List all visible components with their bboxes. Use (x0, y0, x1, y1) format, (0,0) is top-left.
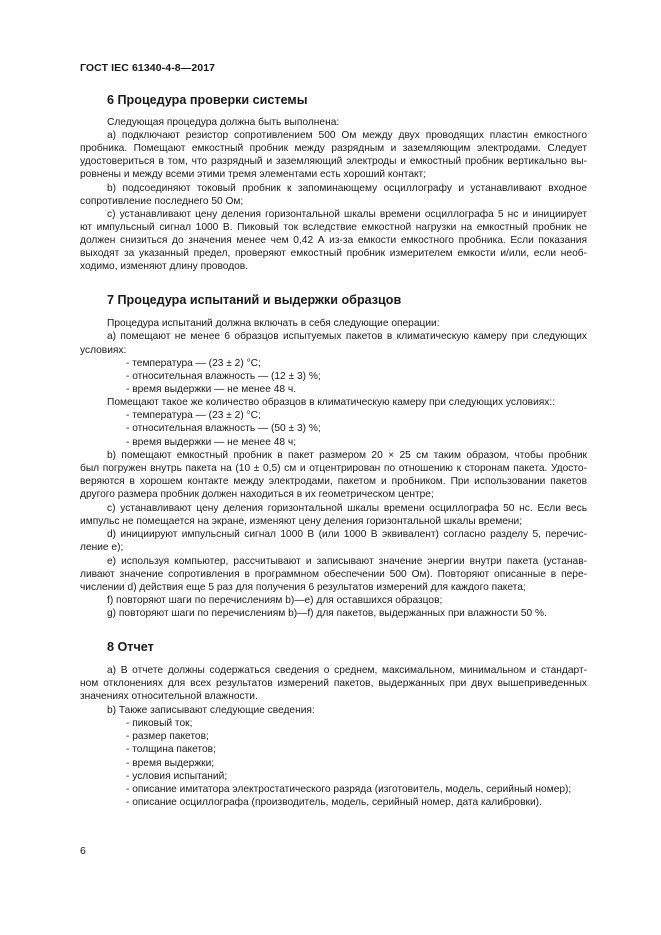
s7-line-18: e) используя компьютер, рассчитывают и записывают значение энергии внутри пакета (устанав- (107, 556, 587, 567)
s6-line-4: ровнены и между всеми этими тремя элементами есть хороший контакт; (80, 169, 427, 180)
s7-line-22: g) повторяют шаги по перечислениям b)—f) для пакетов, выдержанных при влажности 50 %. (107, 608, 547, 619)
s7-line-9: - время выдержки — не менее 48 ч; (126, 437, 297, 448)
s7-line-4: - относительная влажность — (12 ± 3) %; (126, 371, 321, 382)
s8-line-1: ном отклонениях для всех результатов измерений пакетов, выдержанных при двух вышеприведенных (80, 678, 587, 689)
s8-line-4: - пиковый ток; (126, 718, 193, 729)
s7-line-8: - относительная влажность — (50 ± 3) %; (126, 423, 321, 434)
s8-line-7: - время выдержки; (126, 758, 215, 769)
s7-line-16: d) инициируют импульсный сигнал 1000 В (или 1000 В эквивалент) согласно разделу 5, перечис- (107, 529, 587, 540)
s8-line-10: - описание осциллографа (производитель, модель, серийный номер, дата калибровки). (126, 797, 542, 808)
s7-line-12: веряются в хорошем контакте между электродами, пакетом и пробником. При использовании пакетов (80, 476, 587, 487)
s7-line-0: Процедура испытаний должна включать в себя следующие операции: (107, 318, 440, 329)
s8-line-2: значениях относительной влажности. (80, 691, 258, 702)
s7-line-11: был погружен внутрь пакета на (10 ± 0,5) см и отцентрирован по отношению к сторонам пакета. Удосто- (80, 463, 587, 474)
s6-line-7: c) устанавливают цену деления горизонтальной шкалы времени осциллографа 5 нс и инициирует (107, 209, 587, 220)
s7-line-20: числении d) действия еще 5 раз для получения 6 результатов измерений для каждого пакета; (80, 582, 526, 593)
s7-line-6: Помещают такое же количество образцов в климатическую камеру при следующих условиях:: (107, 397, 556, 408)
s8-line-6: - толщина пакетов; (126, 744, 216, 755)
s6-line-11: ходимо, изменяют длину проводов. (80, 261, 249, 272)
s6-line-9: должен снизиться до значения менее чем 0,42 А из-за емкости емкостного пробника. Если показания (80, 235, 587, 246)
s6-line-3: удостовериться в том, что разрядный и заземляющий электроды и емкостный пробник вертикально вы- (80, 156, 587, 167)
s6-line-0: Следующая процедура должна быть выполнена: (107, 117, 340, 128)
section-8-title: 8 Отчет (107, 640, 154, 654)
s7-line-3: - температура — (23 ± 2) °C; (126, 358, 261, 369)
s6-line-8: ют импульсный сигнал 1000 В. Пиковый ток вследствие емкостной нагрузки на емкостный пробник не (80, 222, 587, 233)
s8-line-0: a) В отчете должны содержаться сведения о среднем, максимальном, минимальном и стандарт- (107, 665, 587, 676)
s8-line-8: - условия испытаний; (126, 771, 228, 782)
document-header: ГОСТ IEC 61340-4-8—2017 (80, 62, 216, 74)
s6-line-1: a) подключают резистор сопротивлением 500 Ом между двух проводящих пластин емкостного (107, 130, 587, 141)
s7-line-17: ление е); (80, 542, 124, 553)
section-6-title: 6 Процедура проверки системы (107, 93, 308, 107)
s7-line-1: a) помещают не менее 6 образцов испытуемых пакетов в климатическую камеру при следующих (107, 331, 587, 342)
s7-line-14: c) устанавливают цену деления горизонтальной шкалы времени осциллографа 50 нс. Если весь (107, 503, 587, 514)
s7-line-13: другого размера пробник должен находиться в их геометрическом центре; (80, 489, 434, 500)
s6-line-10: выходят за указанный предел, проверяют емкостный пробник измерителем емкости и/или, если необ- (80, 248, 587, 259)
section-7-title: 7 Процедура испытаний и выдержки образцов (107, 293, 402, 307)
s7-line-7: - температура — (23 ± 2) °C; (126, 410, 261, 421)
page-number: 6 (80, 845, 86, 857)
s8-line-5: - размер пакетов; (126, 731, 209, 742)
s7-line-5: - время выдержки — не менее 48 ч. (126, 384, 297, 395)
s7-line-2: условиях: (80, 345, 127, 356)
s6-line-5: b) подсоединяют токовый пробник к запоминающему осциллографу и устанавливают входное (107, 183, 587, 194)
s7-line-10: b) помещают емкостный пробник в пакет размером 20 × 25 см таким образом, чтобы пробник (107, 450, 587, 461)
s7-line-15: импульс не помещается на экране, изменяют цену деления горизонтальной шкалы времени; (80, 516, 523, 527)
s6-line-2: пробника. Помещают емкостный пробник между разрядным и заземляющим электродами. Следует (80, 143, 587, 154)
s7-line-21: f) повторяют шаги по перечислениям b)—e) для оставшихся образцов; (107, 595, 443, 606)
s7-line-19: ливают значение сопротивления в программном обеспечении 500 Ом). Повторяют описанные в пере- (80, 569, 587, 580)
s8-line-3: b) Также записывают следующие сведения: (107, 705, 315, 716)
s6-line-6: сопротивление последнего 50 Ом; (80, 196, 244, 207)
s8-line-9: - описание имитатора электростатического разряда (изготовитель, модель, серийный номер); (126, 784, 572, 795)
